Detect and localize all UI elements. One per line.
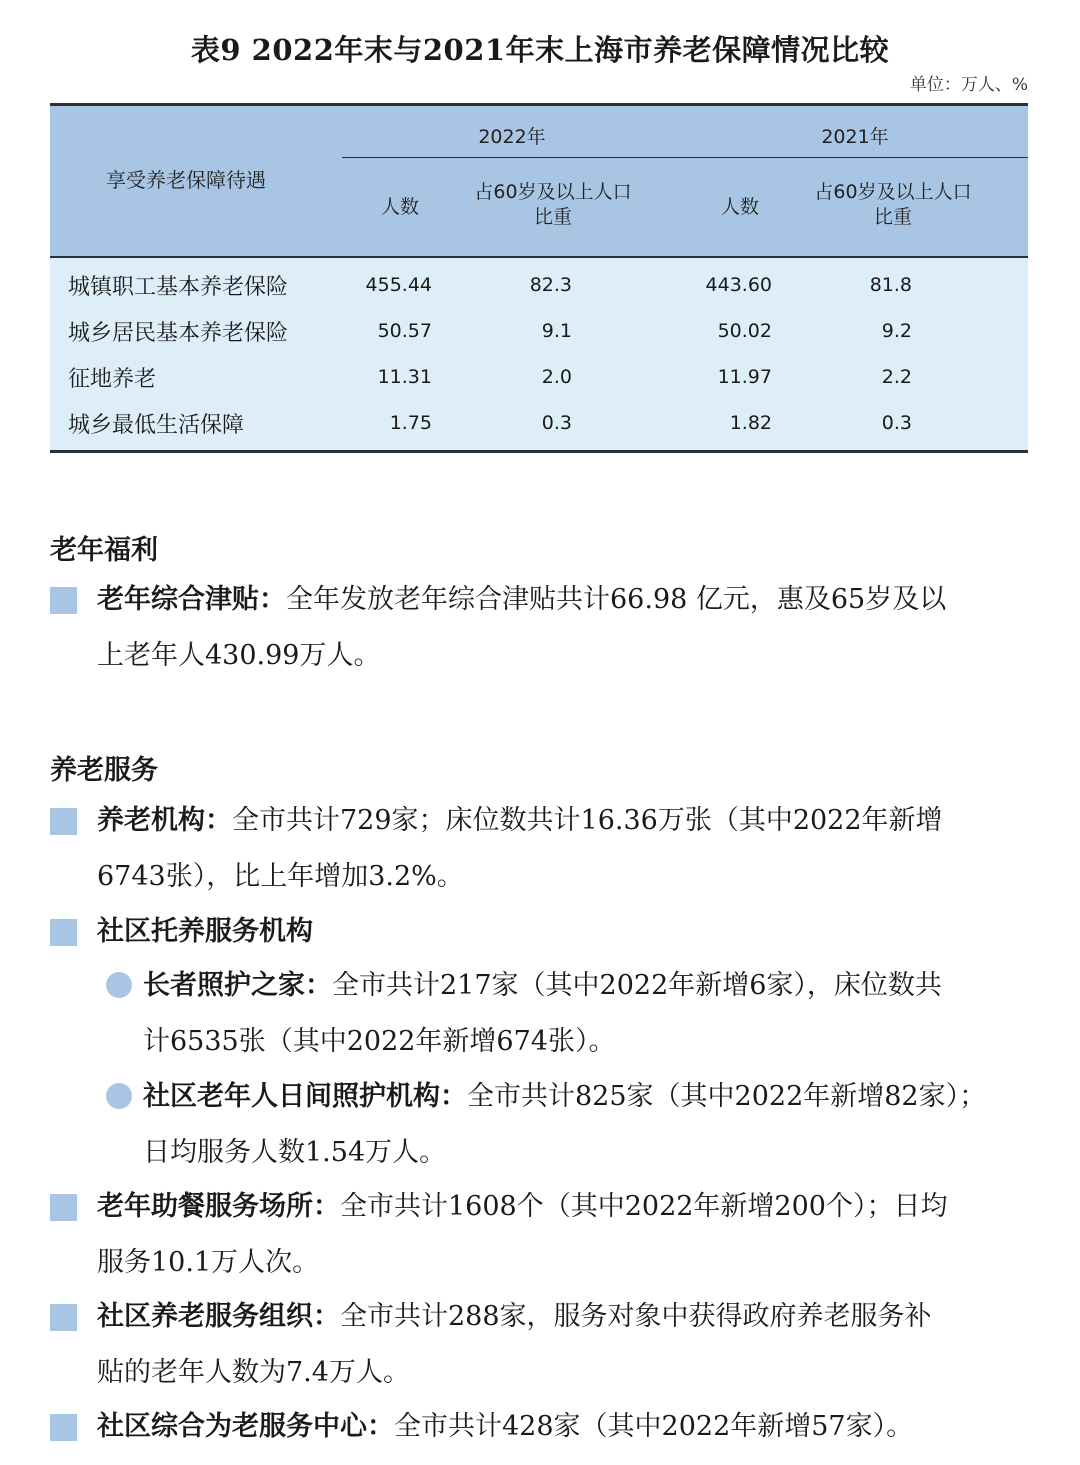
square-bullet-icon (50, 1414, 77, 1441)
square-bullet-icon (50, 919, 77, 946)
row-name: 城镇职工基本养老保险 (68, 275, 289, 300)
square-bullet-icon (50, 1194, 77, 1221)
center-paragraph: 社区综合为老服务中心：全市共计428家（其中2022年新增57家）。 (97, 1411, 914, 1442)
circle-bullet-icon (106, 972, 132, 998)
table-row: 城乡居民基本养老保险 50.57 9.1 50.02 9.2 (50, 308, 1028, 354)
community-heading: 社区托养服务机构 (97, 916, 313, 947)
year-2022-header: 2022年 (478, 126, 546, 148)
share-header-2022: 占60岁及以上人口 比重 (474, 181, 632, 228)
table-title: 表9 2022年末与2021年末上海市养老保障情况比较 (190, 33, 890, 67)
count-header-2021: 人数 (720, 196, 759, 218)
day-care-paragraph: 社区老年人日间照护机构：全市共计825家（其中2022年新增82家）； 日均服务人数1.54万人。 (143, 1081, 987, 1168)
elder-home-paragraph: 长者照护之家：全市共计217家（其中2022年新增6家），床位数共 计6535张（其中2022年新增674张）。 (143, 970, 942, 1057)
count-header-2022: 人数 (380, 196, 419, 218)
share-header-2021: 占60岁及以上人口 比重 (814, 181, 972, 228)
square-bullet-icon (50, 587, 77, 614)
year-2021-header: 2021年 (821, 126, 889, 148)
institutions-paragraph: 养老机构：全市共计729家；床位数共计16.36万张（其中2022年新增 6743张），比上年增加3.2%。 (97, 805, 943, 892)
allowance-paragraph: 老年综合津贴：全年发放老年综合津贴共计66.98 亿元，惠及65岁及以 上老年人430.99万人。 (97, 584, 947, 671)
table-header (50, 106, 1028, 258)
pension-table (50, 103, 1028, 453)
table-row: 征地养老 11.31 2.0 11.97 2.2 (50, 354, 1028, 400)
square-bullet-icon (50, 1304, 77, 1331)
unit-note: 单位：万人、% (909, 75, 1028, 95)
table-row: 城镇职工基本养老保险 455.44 82.3 443.60 81.8 (50, 262, 1028, 308)
meal-paragraph: 老年助餐服务场所：全市共计1608个（其中2022年新增200个）；日均 服务10.1万人次。 (97, 1191, 948, 1278)
table-body (50, 258, 1028, 450)
square-bullet-icon (50, 808, 77, 835)
table-row: 城乡最低生活保障 1.75 0.3 1.82 0.3 (50, 400, 1028, 446)
org-paragraph: 社区养老服务组织：全市共计288家，服务对象中获得政府养老服务补 贴的老年人数为7.4万人。 (97, 1301, 932, 1388)
welfare-heading: 老年福利 (50, 535, 158, 566)
services-heading: 养老服务 (50, 755, 158, 786)
circle-bullet-icon (106, 1083, 132, 1109)
row-name: 征地养老 (68, 367, 157, 392)
header-divider (342, 157, 1028, 158)
row-name: 城乡最低生活保障 (68, 413, 245, 438)
row-name: 城乡居民基本养老保险 (68, 321, 289, 346)
row-header: 享受养老保障待遇 (106, 168, 266, 192)
